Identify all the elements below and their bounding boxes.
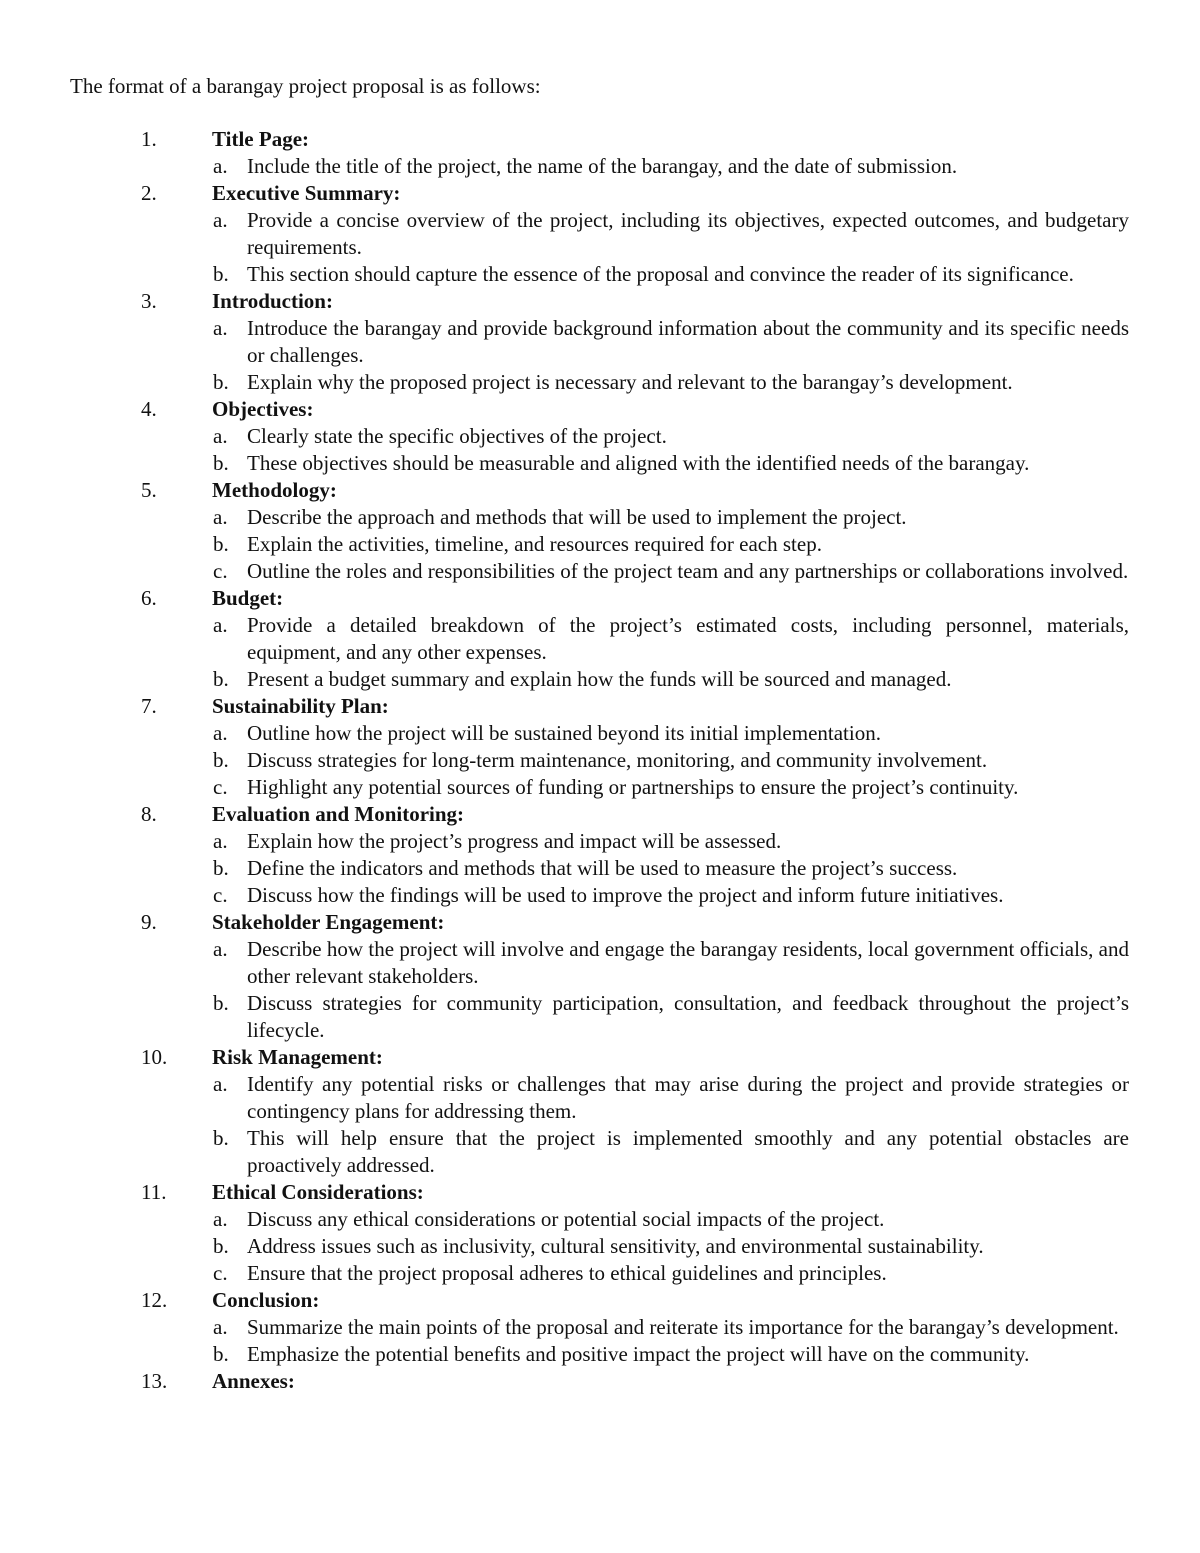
subitem-letter: a.: [213, 154, 228, 178]
outline-section: [0, 180, 1200, 288]
section-number: 13.: [141, 1369, 168, 1393]
section-title: Risk Management:: [212, 1045, 383, 1069]
section-subitem: [0, 1260, 1200, 1287]
subitem-text: Ensure that the project proposal adheres to ethical guidelines and principles.: [247, 1261, 887, 1285]
section-subitem: [0, 1125, 1200, 1179]
section-subitem: [0, 828, 1200, 855]
section-heading: [0, 1287, 1200, 1314]
outline-section: [0, 288, 1200, 396]
section-subitem: [0, 747, 1200, 774]
section-subitem: [0, 666, 1200, 693]
subitem-letter: c.: [213, 1261, 228, 1285]
section-heading: [0, 585, 1200, 612]
section-subitem: [0, 153, 1200, 180]
subitem-text: Describe the approach and methods that will be used to implement the project.: [247, 505, 907, 529]
outline-section: [0, 1179, 1200, 1287]
section-title: Title Page:: [212, 127, 310, 151]
section-subitem: [0, 1233, 1200, 1260]
section-number: 1.: [141, 127, 157, 151]
subitem-letter: c.: [213, 883, 228, 907]
subitem-text: Include the title of the project, the name of the barangay, and the date of submission.: [247, 154, 958, 178]
section-subitem: [0, 1314, 1200, 1341]
section-subitem: [0, 1341, 1200, 1368]
section-number: 12.: [141, 1288, 168, 1312]
section-number: 3.: [141, 289, 157, 313]
subitem-letter: b.: [213, 991, 229, 1015]
section-title: Sustainability Plan:: [212, 694, 389, 718]
outline-section: [0, 909, 1200, 1044]
subitem-text: These objectives should be measurable and aligned with the identified needs of the barangay.: [247, 451, 1030, 475]
subitem-letter: b.: [213, 1234, 229, 1258]
subitem-letter: b.: [213, 370, 229, 394]
section-title: Evaluation and Monitoring:: [212, 802, 465, 826]
section-title: Ethical Considerations:: [212, 1180, 424, 1204]
subitem-letter: a.: [213, 424, 228, 448]
section-subitem: [0, 720, 1200, 747]
section-subitem: [0, 450, 1200, 477]
section-title: Methodology:: [212, 478, 337, 502]
section-heading: [0, 126, 1200, 153]
subitem-text: Emphasize the potential benefits and positive impact the project will have on the community.: [247, 1342, 1030, 1366]
outline-section: [0, 585, 1200, 693]
subitem-letter: a.: [213, 937, 228, 961]
subitem-letter: c.: [213, 775, 228, 799]
subitem-letter: a.: [213, 721, 228, 745]
subitem-text: Discuss any ethical considerations or potential social impacts of the project.: [247, 1207, 885, 1231]
intro-paragraph: The format of a barangay project proposal is as follows:: [70, 74, 541, 98]
section-subitem: [0, 774, 1200, 801]
section-subitem: [0, 882, 1200, 909]
subitem-letter: c.: [213, 559, 228, 583]
section-title: Conclusion:: [212, 1288, 320, 1312]
section-subitem: [0, 531, 1200, 558]
subitem-letter: b.: [213, 451, 229, 475]
subitem-text: Present a budget summary and explain how the funds will be sourced and managed.: [247, 667, 952, 691]
section-subitem: [0, 612, 1200, 666]
section-title: Objectives:: [212, 397, 314, 421]
subitem-letter: b.: [213, 667, 229, 691]
outline-section: [0, 801, 1200, 909]
section-heading: [0, 693, 1200, 720]
outline-section: [0, 693, 1200, 801]
subitem-letter: a.: [213, 316, 228, 340]
section-title: Introduction:: [212, 289, 333, 313]
section-subitem: [0, 315, 1200, 369]
subitem-text: Describe how the project will involve and engage the barangay residents, local government officials, and other relevant stakeholders.: [247, 937, 1129, 988]
section-number: 8.: [141, 802, 157, 826]
section-subitem: [0, 423, 1200, 450]
subitem-text: Explain why the proposed project is necessary and relevant to the barangay’s development.: [247, 370, 1013, 394]
subitem-text: This section should capture the essence of the proposal and convince the reader of its significance.: [247, 262, 1074, 286]
section-heading: [0, 909, 1200, 936]
subitem-letter: a.: [213, 505, 228, 529]
section-number: 9.: [141, 910, 157, 934]
section-number: 2.: [141, 181, 157, 205]
section-heading: [0, 801, 1200, 828]
section-heading: [0, 1368, 1200, 1395]
subitem-text: Discuss strategies for long-term maintenance, monitoring, and community involvement.: [247, 748, 988, 772]
subitem-text: Explain the activities, timeline, and resources required for each step.: [247, 532, 822, 556]
proposal-outline-list: [0, 126, 1200, 1395]
subitem-text: This will help ensure that the project is implemented smoothly and any potential obstacles are proactively addressed.: [247, 1126, 1129, 1177]
subitem-text: Provide a detailed breakdown of the project’s estimated costs, including personnel, materials, equipment, and any other expenses.: [247, 613, 1129, 664]
section-number: 5.: [141, 478, 157, 502]
outline-section: [0, 477, 1200, 585]
section-number: 11.: [141, 1180, 167, 1204]
subitem-text: Discuss how the findings will be used to improve the project and inform future initiatives.: [247, 883, 1004, 907]
section-heading: [0, 180, 1200, 207]
section-subitem: [0, 1071, 1200, 1125]
subitem-letter: a.: [213, 829, 228, 853]
section-heading: [0, 396, 1200, 423]
subitem-text: Clearly state the specific objectives of the project.: [247, 424, 667, 448]
subitem-letter: b.: [213, 532, 229, 556]
section-heading: [0, 1179, 1200, 1206]
subitem-letter: b.: [213, 748, 229, 772]
section-subitem: [0, 369, 1200, 396]
section-subitem: [0, 558, 1200, 585]
subitem-text: Identify any potential risks or challenges that may arise during the project and provide strategies or contingency plans for addressing them.: [247, 1072, 1129, 1123]
subitem-text: Highlight any potential sources of funding or partnerships to ensure the project’s continuity.: [247, 775, 1019, 799]
outline-section: [0, 1368, 1200, 1395]
subitem-text: Summarize the main points of the proposal and reiterate its importance for the barangay’s development.: [247, 1315, 1119, 1339]
section-number: 10.: [141, 1045, 168, 1069]
section-subitem: [0, 1206, 1200, 1233]
subitem-letter: a.: [213, 1207, 228, 1231]
section-subitem: [0, 504, 1200, 531]
subitem-text: Introduce the barangay and provide background information about the community and its specific needs or challenges.: [247, 316, 1129, 367]
section-subitem: [0, 261, 1200, 288]
section-number: 6.: [141, 586, 157, 610]
section-title: Annexes:: [212, 1369, 295, 1393]
section-title: Stakeholder Engagement:: [212, 910, 445, 934]
section-number: 7.: [141, 694, 157, 718]
subitem-text: Discuss strategies for community participation, consultation, and feedback throughout the project’s lifecycle.: [247, 991, 1129, 1042]
section-heading: [0, 1044, 1200, 1071]
section-title: Budget:: [212, 586, 284, 610]
subitem-text: Explain how the project’s progress and impact will be assessed.: [247, 829, 782, 853]
subitem-text: Define the indicators and methods that will be used to measure the project’s success.: [247, 856, 958, 880]
subitem-text: Outline the roles and responsibilities of the project team and any partnerships or collaborations involved.: [247, 559, 1129, 583]
section-subitem: [0, 207, 1200, 261]
section-subitem: [0, 936, 1200, 990]
outline-section: [0, 396, 1200, 477]
section-subitem: [0, 855, 1200, 882]
subitem-letter: b.: [213, 1342, 229, 1366]
subitem-letter: b.: [213, 262, 229, 286]
subitem-letter: b.: [213, 856, 229, 880]
section-subitem: [0, 990, 1200, 1044]
subitem-letter: a.: [213, 1072, 228, 1096]
subitem-letter: a.: [213, 208, 228, 232]
outline-section: [0, 1044, 1200, 1179]
section-number: 4.: [141, 397, 157, 421]
subitem-letter: a.: [213, 1315, 228, 1339]
outline-section: [0, 1287, 1200, 1368]
subitem-letter: b.: [213, 1126, 229, 1150]
outline-section: [0, 126, 1200, 180]
section-heading: [0, 288, 1200, 315]
subitem-letter: a.: [213, 613, 228, 637]
section-title: Executive Summary:: [212, 181, 401, 205]
subitem-text: Outline how the project will be sustained beyond its initial implementation.: [247, 721, 881, 745]
subitem-text: Provide a concise overview of the project, including its objectives, expected outcomes, and budgetary requirements.: [247, 208, 1129, 259]
section-heading: [0, 477, 1200, 504]
subitem-text: Address issues such as inclusivity, cultural sensitivity, and environmental sustainability.: [247, 1234, 984, 1258]
